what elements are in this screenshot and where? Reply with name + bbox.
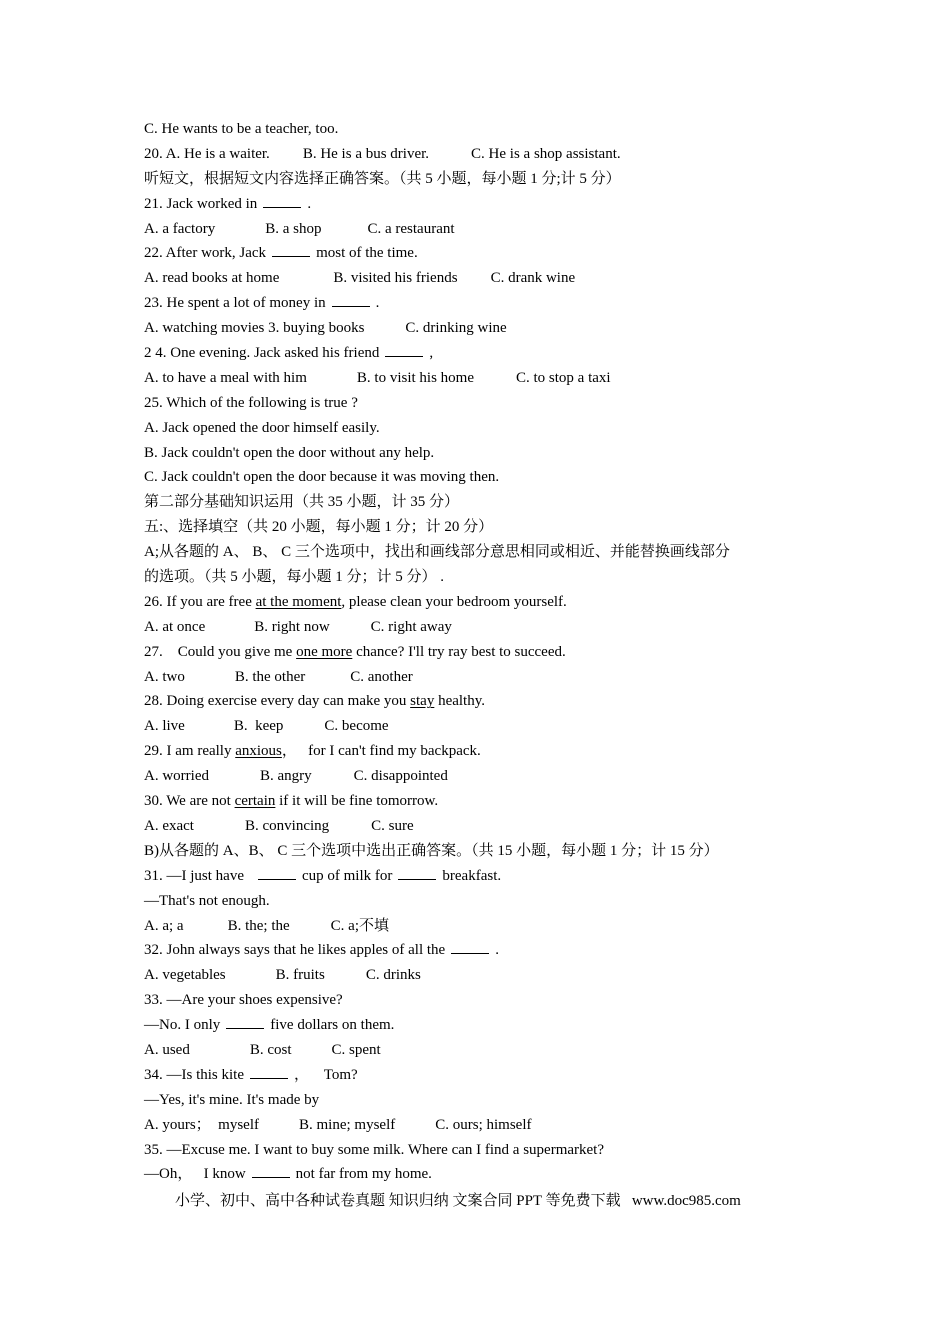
option-a: A. at once [144, 618, 206, 635]
underlined-phrase: at the moment [255, 593, 342, 610]
options-33 [144, 1038, 844, 1063]
answer-blank [226, 1014, 264, 1029]
text: 听短文，根据短文内容选择正确答案。（共 5 小题，每小题 1 分;计 5 分） [144, 170, 621, 187]
question-35 [144, 1138, 844, 1163]
option-a: A. worried [144, 768, 209, 785]
text: . [495, 942, 499, 959]
option-25a [144, 416, 844, 441]
text: A;从各题的 A、 B、 C 三个选项中，找出和画线部分意思相同或相近、并能替换画线部分 [144, 544, 730, 561]
text: 的选项。（共 5 小题，每小题 1 分；计 5 分） . [144, 569, 445, 586]
answer-blank [272, 242, 310, 257]
options-22 [144, 266, 844, 291]
answer-blank [398, 865, 436, 880]
question-22 [144, 241, 844, 266]
option-b: B. He is a bus driver. [302, 145, 430, 162]
answer-blank [385, 342, 423, 357]
option-a: A. watching movies 3. buying books [144, 320, 365, 337]
text: C. He wants to be a teacher, too. [144, 121, 339, 137]
option-c: C. He is a shop assistant. [471, 145, 621, 162]
option-b: B. right now [254, 618, 330, 635]
question-33 [144, 988, 844, 1013]
text: —That's not enough. [144, 892, 270, 909]
question-25 [144, 391, 844, 416]
part-two-heading [144, 490, 844, 515]
underlined-phrase: one more [296, 643, 353, 660]
option-c: C. a restaurant [367, 220, 455, 237]
text: 五:、选择填空（共 20 小题，每小题 1 分；计 20 分） [144, 519, 494, 536]
question-31 [144, 864, 844, 889]
answer-blank [332, 292, 370, 307]
question-30 [144, 789, 844, 814]
option-a: A. to have a meal with him [144, 369, 307, 386]
question-20 [144, 142, 844, 167]
option-b: B. the other [234, 668, 306, 685]
question-text: 33. —Are your shoes expensive? [144, 992, 343, 1009]
option-b: B. to visit his home [356, 369, 474, 386]
option-a: A. read books at home [144, 270, 280, 287]
option-c: C. Jack couldn't open the door because it was moving then. [144, 469, 500, 486]
question-text: 31. —I just have [144, 867, 244, 884]
question-23 [144, 291, 844, 316]
text: most of the time. [316, 245, 418, 262]
option-25c [144, 465, 844, 490]
page-footer: 小学、初中、高中各种试卷真题 知识归纳 文案合同 PPT 等免费下载 www.doc985.com [175, 1193, 741, 1209]
options-23 [144, 316, 844, 341]
option-b: B. angry [259, 768, 312, 785]
dialogue-34 [144, 1088, 844, 1113]
option-c: C. to stop a taxi [515, 369, 611, 386]
option-b: B. a shop [265, 220, 322, 237]
question-text: 29. I am really [144, 743, 236, 760]
text: , [429, 345, 434, 362]
option-a: A. yours； myself [144, 1116, 259, 1133]
question-text: 32. John always says that he likes apples of all the [144, 942, 446, 959]
question-24 [144, 341, 844, 366]
text: B)从各题的 A、B、 C 三个选项中选出正确答案。（共 15 小题，每小题 1 分；计 15 分） [144, 842, 719, 859]
question-26 [144, 590, 844, 615]
options-32 [144, 963, 844, 988]
option-25b [144, 441, 844, 466]
question-text: 27. Could you give me [144, 643, 297, 660]
question-text: 30. We are not [144, 793, 235, 810]
option-c: C. a;不填 [330, 917, 389, 934]
option-b: B. convincing [244, 817, 330, 834]
option-a: A. used [144, 1041, 190, 1058]
underlined-phrase: anxious [235, 743, 282, 760]
option-c: C. sure [371, 817, 414, 834]
question-text: 21. Jack worked in [144, 195, 258, 212]
options-34 [144, 1113, 844, 1138]
options-30 [144, 814, 844, 839]
question-text: 25. Which of the following is true ? [144, 394, 358, 411]
option-c: C. drinking wine [405, 320, 507, 337]
answer-blank [250, 1064, 288, 1079]
option-b: B. the; the [227, 917, 290, 934]
line-19c [144, 117, 844, 142]
option-a: A. two [144, 668, 185, 685]
option-b: B. Jack couldn't open the door without any help. [144, 444, 435, 461]
option-c: C. ours; himself [435, 1116, 532, 1133]
question-text: 35. —Excuse me. I want to buy some milk. Where can I find a supermarket? [144, 1141, 604, 1158]
text: not far from my home. [295, 1166, 432, 1183]
options-26 [144, 615, 844, 640]
answer-blank [263, 193, 301, 208]
question-21 [144, 192, 844, 217]
option-c: C. another [350, 668, 413, 685]
option-a: A. Jack opened the door himself easily. [144, 419, 380, 436]
question-text: breakfast. [442, 867, 502, 884]
question-text: 22. After work, Jack [144, 245, 267, 262]
underlined-phrase: stay [410, 693, 435, 710]
question-text: , please clean your bedroom yourself. [341, 593, 567, 610]
options-28 [144, 714, 844, 739]
exam-text [144, 117, 844, 1187]
options-27 [144, 665, 844, 690]
option-b: B. mine; myself [299, 1116, 396, 1133]
option-c: C. disappointed [353, 768, 448, 785]
section-b-instruction [144, 839, 844, 864]
question-text: 2 4. One evening. Jack asked his friend [144, 345, 380, 362]
option-a: A. vegetables [144, 967, 226, 984]
options-24 [144, 366, 844, 391]
options-29 [144, 764, 844, 789]
text: . [307, 195, 312, 212]
option-a: A. live [144, 718, 185, 735]
answer-blank [252, 1163, 290, 1178]
text: 第二部分基础知识运用（共 35 小题，计 35 分） [144, 494, 460, 511]
question-text: 23. He spent a lot of money in [144, 295, 326, 312]
section-a-instruction [144, 540, 844, 565]
option-a: A. a factory [144, 220, 216, 237]
options-21 [144, 217, 844, 242]
text: . [375, 295, 380, 312]
underlined-phrase: certain [234, 793, 276, 810]
option-b: B. cost [249, 1041, 292, 1058]
answer-blank [451, 939, 489, 954]
text: ， Tom? [294, 1066, 358, 1083]
dialogue-33 [144, 1013, 844, 1038]
question-28 [144, 689, 844, 714]
option-b: B. fruits [275, 967, 325, 984]
answer-blank [258, 865, 296, 880]
option-a: A. exact [144, 817, 194, 834]
dialogue-35 [144, 1162, 844, 1187]
question-text: healthy. [434, 693, 486, 710]
question-text: 20. A. He is a waiter. [144, 145, 270, 162]
option-b: B. keep [233, 718, 284, 735]
option-a: A. a; a [144, 917, 184, 934]
option-b: B. visited his friends [333, 270, 458, 287]
dialogue-31 [144, 889, 844, 914]
text: —Yes, it's mine. It's made by [144, 1091, 320, 1108]
question-text: 34. —Is this kite [144, 1066, 244, 1083]
options-31 [144, 914, 844, 939]
question-32 [144, 938, 844, 963]
option-c: C. drinks [365, 967, 421, 984]
text: —Oh， I know [144, 1166, 246, 1183]
question-34 [144, 1063, 844, 1088]
question-text: 28. Doing exercise every day can make you [144, 693, 411, 710]
question-text: cup of milk for [301, 867, 393, 884]
question-27 [144, 640, 844, 665]
option-c: C. become [324, 718, 389, 735]
question-text: if it will be fine tomorrow. [275, 793, 439, 810]
option-c: C. spent [331, 1041, 381, 1058]
section-five-heading [144, 515, 844, 540]
option-c: C. drank wine [490, 270, 576, 287]
question-29 [144, 739, 844, 764]
question-text: 26. If you are free [144, 593, 256, 610]
section-instruction [144, 167, 844, 192]
section-a-instruction-cont [144, 565, 844, 590]
option-c: C. right away [370, 618, 452, 635]
text: five dollars on them. [270, 1017, 395, 1034]
text: —No. I only [144, 1017, 221, 1034]
question-text: chance? I'll try ray best to succeed. [352, 643, 566, 660]
question-text: ， for I can't find my backpack. [281, 743, 481, 760]
